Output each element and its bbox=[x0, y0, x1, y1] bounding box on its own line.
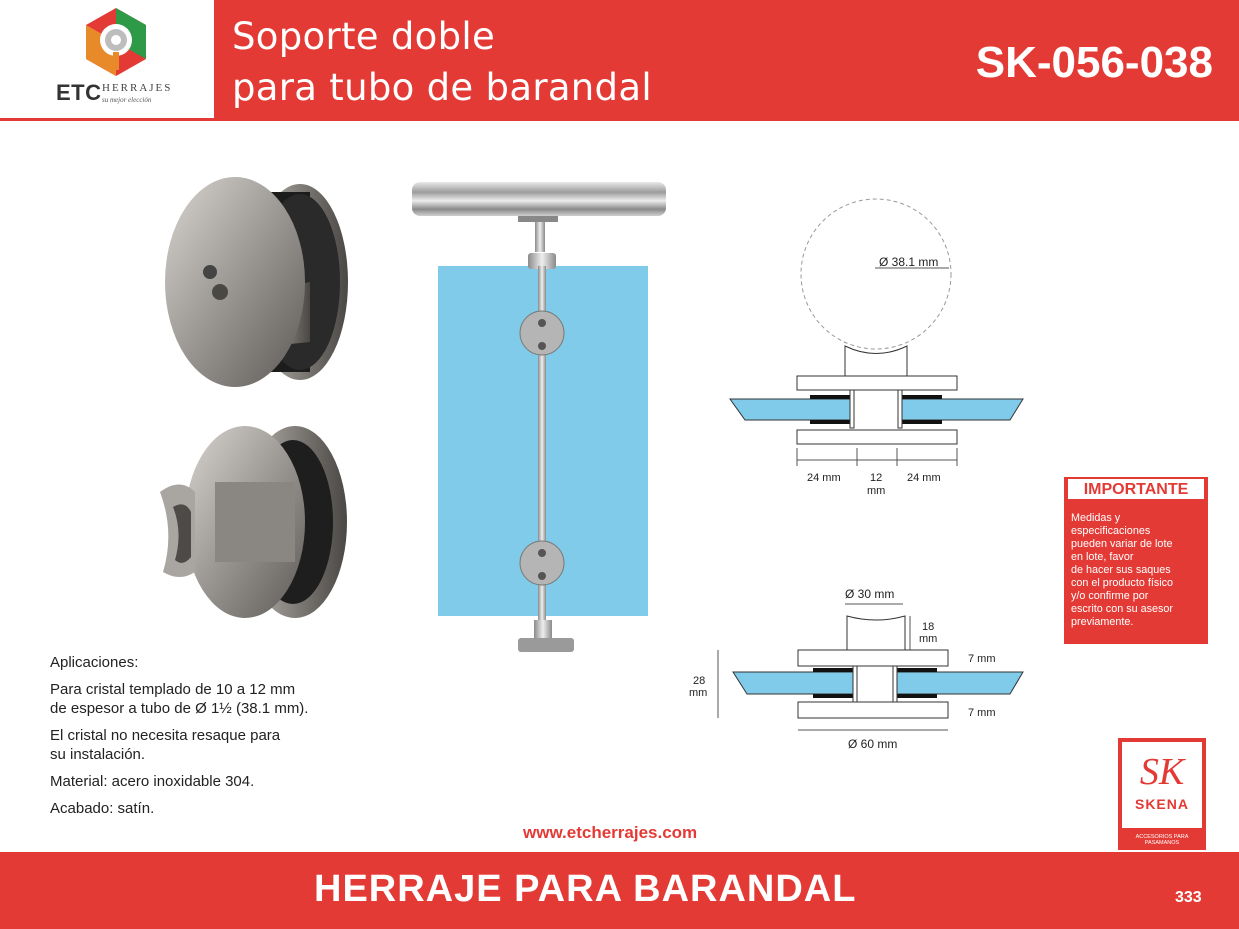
etc-logo[interactable] bbox=[0, 0, 213, 118]
logo-tagline: su mejor elección bbox=[102, 96, 152, 104]
important-line: previamente. bbox=[1071, 616, 1134, 628]
important-line: y/o confirme por bbox=[1071, 590, 1149, 602]
skena-logo[interactable] bbox=[1118, 738, 1206, 850]
important-line: en lote, favor bbox=[1071, 551, 1134, 563]
diameter-label: Ø 38.1 mm bbox=[879, 255, 939, 269]
product-photo-side bbox=[155, 422, 355, 632]
total-height-label-1: 28 bbox=[693, 675, 706, 687]
applications-line-4: su instalación. bbox=[50, 746, 146, 763]
applications-line-1: Para cristal templado de 10 a 12 mm bbox=[50, 681, 296, 698]
plate-bottom-label: 7 mm bbox=[968, 707, 996, 719]
page-header bbox=[0, 0, 1239, 122]
important-note bbox=[1064, 477, 1208, 644]
footer-title: HERRAJE PARA BARANDAL bbox=[314, 868, 857, 910]
product-code: SK-056-038 bbox=[975, 38, 1213, 87]
important-header bbox=[1068, 479, 1204, 501]
applications-heading: Aplicaciones: bbox=[50, 654, 139, 671]
height-label-1: 18 bbox=[922, 621, 935, 633]
railing-assembly-drawing bbox=[410, 178, 670, 658]
skena-mark: SK bbox=[1139, 751, 1185, 793]
dim-right-label: 24 mm bbox=[907, 472, 941, 484]
skena-name: SKENA bbox=[1134, 796, 1189, 812]
diagram-bottom-dimensions bbox=[685, 580, 1045, 760]
total-height-label-2: mm bbox=[689, 687, 708, 699]
website-link[interactable]: www.etcherrajes.com bbox=[523, 823, 698, 842]
dim-mid-label-1: 12 bbox=[870, 472, 883, 484]
material-text: Material: acero inoxidable 304. bbox=[50, 773, 255, 790]
diagram-top-section bbox=[725, 196, 1035, 496]
product-photo-front bbox=[160, 172, 360, 392]
important-line: especificaciones bbox=[1071, 525, 1151, 537]
applications-text bbox=[50, 653, 380, 826]
top-diameter-label: Ø 30 mm bbox=[845, 587, 895, 601]
bottom-diameter-label: Ø 60 mm bbox=[848, 737, 898, 751]
logo-sub: HERRAJES bbox=[102, 82, 173, 94]
skena-logo-inner bbox=[1122, 742, 1202, 828]
important-line: escrito con su asesor bbox=[1071, 603, 1174, 615]
important-line: de hacer sus saques bbox=[1071, 564, 1171, 576]
applications-line-3: El cristal no necesita resaque para bbox=[50, 727, 281, 744]
finish-text: Acabado: satín. bbox=[50, 800, 155, 817]
page-number: 333 bbox=[1175, 889, 1202, 906]
important-line: Medidas y bbox=[1071, 512, 1121, 524]
header-divider bbox=[0, 118, 1239, 121]
important-title: IMPORTANTE bbox=[1083, 481, 1189, 498]
important-line: pueden variar de lote bbox=[1071, 538, 1173, 550]
skena-tagline: ACCESORIOS PARA PASAMANOS bbox=[1135, 834, 1189, 846]
product-title-line-1: Soporte doble bbox=[232, 15, 496, 58]
plate-top-label: 7 mm bbox=[968, 653, 996, 665]
product-title-line-2: para tubo de barandal bbox=[232, 66, 652, 109]
logo-brand: ETC bbox=[56, 80, 102, 105]
etc-logo-emblem-icon bbox=[84, 6, 148, 78]
dim-mid-label-2: mm bbox=[867, 485, 886, 496]
height-label-2: mm bbox=[919, 633, 938, 645]
important-line: con el producto físico bbox=[1071, 577, 1174, 589]
applications-line-2: de espesor a tubo de Ø 1½ (38.1 mm). bbox=[50, 700, 309, 717]
important-body bbox=[1071, 512, 1207, 629]
dim-left-label: 24 mm bbox=[807, 472, 841, 484]
